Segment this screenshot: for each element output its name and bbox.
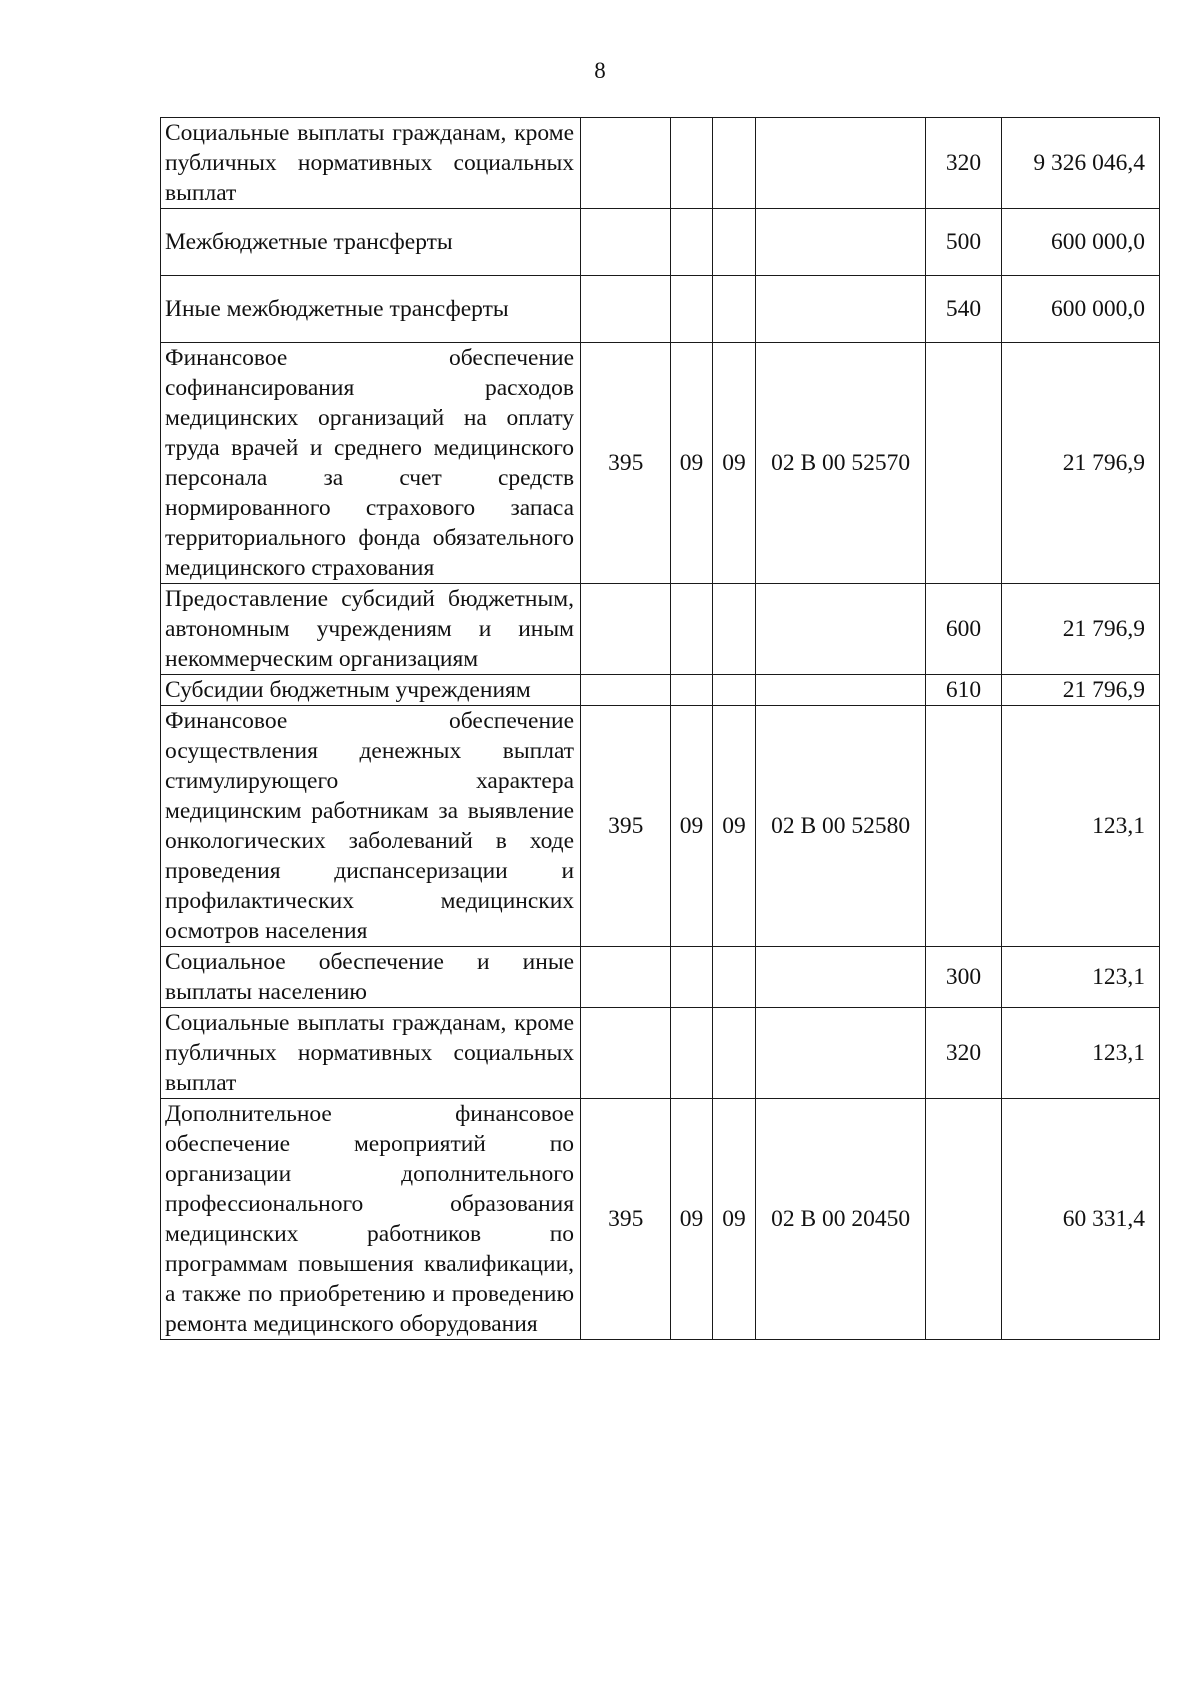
section-code-cell: 09	[671, 706, 712, 947]
expense-name-cell: Социальное обеспечение и иные выплаты населению	[161, 947, 581, 1008]
expense-type-cell: 320	[925, 118, 1001, 209]
section-code-cell	[671, 675, 712, 706]
section-code-cell	[671, 209, 712, 276]
expense-name-cell: Иные межбюджетные трансферты	[161, 276, 581, 343]
subsection-code-cell	[712, 276, 756, 343]
amount-cell: 9 326 046,4	[1002, 118, 1160, 209]
amount-cell: 123,1	[1002, 947, 1160, 1008]
ministry-code-cell: 395	[581, 343, 671, 584]
section-code-cell	[671, 118, 712, 209]
expense-type-cell: 610	[925, 675, 1001, 706]
budget-table-body	[161, 118, 1160, 1340]
table-row	[161, 584, 1160, 675]
budget-table	[160, 117, 1160, 1340]
section-code-cell	[671, 947, 712, 1008]
subsection-code-cell	[712, 947, 756, 1008]
subsection-code-cell	[712, 118, 756, 209]
ministry-code-cell	[581, 209, 671, 276]
section-code-cell: 09	[671, 343, 712, 584]
table-row	[161, 675, 1160, 706]
table-row	[161, 209, 1160, 276]
target-article-cell	[756, 947, 926, 1008]
ministry-code-cell	[581, 675, 671, 706]
target-article-cell	[756, 675, 926, 706]
table-row	[161, 343, 1160, 584]
expense-name-cell: Субсидии бюджетным учреждениям	[161, 675, 581, 706]
table-row	[161, 947, 1160, 1008]
section-code-cell	[671, 276, 712, 343]
subsection-code-cell: 09	[712, 706, 756, 947]
expense-type-cell: 300	[925, 947, 1001, 1008]
target-article-cell	[756, 118, 926, 209]
amount-cell: 123,1	[1002, 706, 1160, 947]
amount-cell: 600 000,0	[1002, 209, 1160, 276]
expense-type-cell: 320	[925, 1008, 1001, 1099]
expense-type-cell	[925, 706, 1001, 947]
amount-cell: 123,1	[1002, 1008, 1160, 1099]
amount-cell: 21 796,9	[1002, 675, 1160, 706]
target-article-cell	[756, 276, 926, 343]
expense-type-cell	[925, 1099, 1001, 1340]
ministry-code-cell	[581, 1008, 671, 1099]
table-row	[161, 276, 1160, 343]
page-number: 8	[594, 58, 606, 83]
ministry-code-cell: 395	[581, 1099, 671, 1340]
subsection-code-cell	[712, 675, 756, 706]
target-article-cell	[756, 209, 926, 276]
table-row	[161, 706, 1160, 947]
amount-cell: 600 000,0	[1002, 276, 1160, 343]
expense-name-cell: Предоставление субсидий бюджетным, автономным учреждениям и иным некоммерческим организациям	[161, 584, 581, 675]
table-row	[161, 1099, 1160, 1340]
table-row	[161, 118, 1160, 209]
expense-name-cell: Финансовое обеспечение софинансирования расходов медицинских организаций на оплату труда врачей и среднего медицинского персонала за счет средств нормированного страхового запаса территориального фонда обязательного медицинского страхования	[161, 343, 581, 584]
expense-name-cell: Социальные выплаты гражданам, кроме публичных нормативных социальных выплат	[161, 1008, 581, 1099]
target-article-cell: 02 В 00 52570	[756, 343, 926, 584]
expense-type-cell: 600	[925, 584, 1001, 675]
expense-name-cell: Дополнительное финансовое обеспечение мероприятий по организации дополнительного профессионального образования медицинских работников по программам повышения квалификации, а также по приобретению и проведению ремонта медицинского оборудования	[161, 1099, 581, 1340]
amount-cell: 21 796,9	[1002, 584, 1160, 675]
expense-type-cell: 540	[925, 276, 1001, 343]
ministry-code-cell	[581, 584, 671, 675]
ministry-code-cell	[581, 118, 671, 209]
amount-cell: 21 796,9	[1002, 343, 1160, 584]
expense-name-cell: Финансовое обеспечение осуществления денежных выплат стимулирующего характера медицинским работникам за выявление онкологических заболеваний в ходе проведения диспансеризации и профилактических медицинских осмотров населения	[161, 706, 581, 947]
section-code-cell	[671, 584, 712, 675]
subsection-code-cell	[712, 1008, 756, 1099]
section-code-cell: 09	[671, 1099, 712, 1340]
subsection-code-cell: 09	[712, 343, 756, 584]
table-row	[161, 1008, 1160, 1099]
subsection-code-cell: 09	[712, 1099, 756, 1340]
expense-type-cell	[925, 343, 1001, 584]
target-article-cell	[756, 1008, 926, 1099]
ministry-code-cell	[581, 276, 671, 343]
subsection-code-cell	[712, 584, 756, 675]
target-article-cell	[756, 584, 926, 675]
subsection-code-cell	[712, 209, 756, 276]
ministry-code-cell	[581, 947, 671, 1008]
target-article-cell: 02 В 00 20450	[756, 1099, 926, 1340]
target-article-cell: 02 В 00 52580	[756, 706, 926, 947]
amount-cell: 60 331,4	[1002, 1099, 1160, 1340]
ministry-code-cell: 395	[581, 706, 671, 947]
expense-name-cell: Социальные выплаты гражданам, кроме публичных нормативных социальных выплат	[161, 118, 581, 209]
section-code-cell	[671, 1008, 712, 1099]
expense-name-cell: Межбюджетные трансферты	[161, 209, 581, 276]
expense-type-cell: 500	[925, 209, 1001, 276]
